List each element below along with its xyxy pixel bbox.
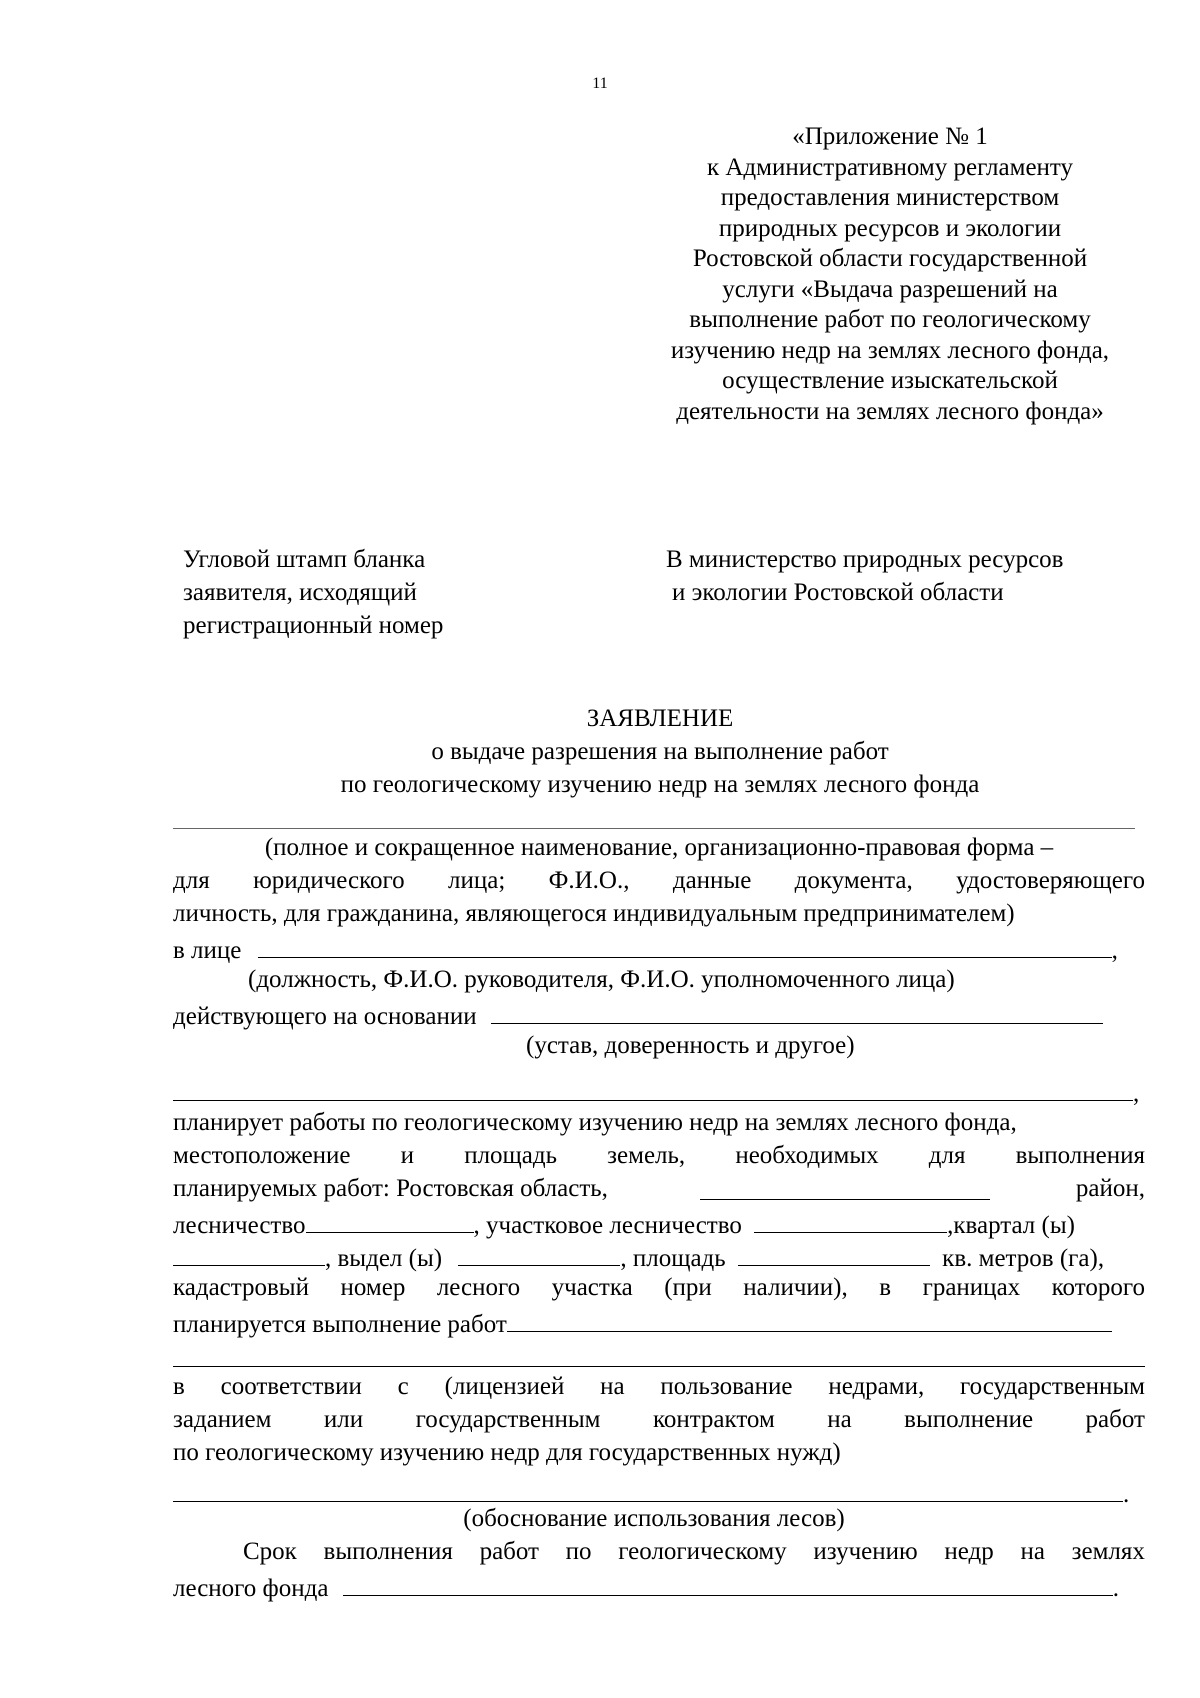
word: данные	[672, 867, 752, 894]
quarter-field[interactable]	[173, 1239, 325, 1266]
justification-hint: (обоснование использования лесов)	[463, 1505, 845, 1532]
district-field[interactable]	[700, 1173, 990, 1200]
period: .	[1112, 1575, 1119, 1602]
planned-works-label: планируемых работ: Ростовская область,	[173, 1175, 608, 1202]
word: наличии),	[743, 1274, 848, 1301]
word: государственным	[415, 1406, 601, 1433]
word: недрами,	[828, 1373, 925, 1400]
word: границах	[922, 1274, 1021, 1301]
applicant-name-field[interactable]	[173, 827, 1135, 829]
word: в	[879, 1274, 892, 1301]
word: на	[600, 1373, 625, 1400]
word: (лицензией	[444, 1373, 565, 1400]
appendix-line: услуги «Выдача разрешений на	[722, 275, 1058, 303]
in-person-label: в лице	[173, 937, 242, 964]
period: .	[1123, 1481, 1130, 1508]
word: работ	[479, 1538, 539, 1565]
word: по	[565, 1538, 592, 1565]
accordance-line	[173, 1371, 1145, 1403]
appendix-line: Ростовской области государственной	[692, 245, 1088, 272]
word: пользование	[660, 1373, 793, 1400]
stamp-line: регистрационный номер	[183, 612, 444, 639]
comma: ,	[1133, 1080, 1140, 1107]
district-label: район,	[1075, 1175, 1145, 1202]
stamp-line: Угловой штамп бланка	[183, 546, 426, 573]
needs-line: по геологическому изучению недр для государственных нужд)	[173, 1439, 841, 1466]
cadastral-line	[173, 1272, 1145, 1304]
title-heading: ЗАЯВЛЕНИЕ	[586, 705, 734, 732]
word: для	[173, 867, 210, 894]
word: для	[928, 1142, 966, 1169]
word: заданием	[173, 1406, 272, 1433]
basis-continuation-field[interactable]	[173, 1074, 1133, 1101]
basis-field[interactable]	[491, 997, 1103, 1024]
word: изучению	[813, 1538, 918, 1565]
word: местоположение	[173, 1142, 351, 1169]
applicant-hint-line: личность, для гражданина, являющегося индивидуальным предпринимателем)	[173, 900, 1015, 927]
representative-field[interactable]	[258, 931, 1112, 958]
addressee	[666, 543, 1063, 609]
word: недр	[944, 1538, 994, 1565]
deadline-field[interactable]	[343, 1569, 1113, 1596]
deadline-line	[243, 1536, 1145, 1568]
addressee-line: и экологии Ростовской области	[672, 579, 1004, 606]
word: работ	[1085, 1406, 1145, 1433]
cadastral-field[interactable]	[507, 1305, 1112, 1332]
section-forestry-field[interactable]	[754, 1206, 947, 1233]
area-field[interactable]	[738, 1239, 930, 1266]
word: геологическому	[618, 1538, 787, 1565]
cadastral-continuation-row	[173, 1340, 1145, 1372]
location-line	[173, 1140, 1145, 1172]
word: выполнение	[904, 1406, 1034, 1433]
addressee-line: В министерство природных ресурсов	[666, 546, 1064, 573]
plot-line	[173, 1239, 1145, 1271]
appendix-line: предоставления министерством	[720, 184, 1060, 211]
word: площадь	[464, 1142, 558, 1169]
word: (при	[664, 1274, 712, 1301]
comma: ,	[1111, 937, 1118, 964]
word: документа,	[794, 867, 913, 894]
basis-label: действующего на основании	[173, 1003, 477, 1030]
plot-label: , выдел (ы)	[325, 1245, 443, 1272]
appendix-line: «Приложение № 1	[792, 123, 988, 150]
word: участка	[551, 1274, 633, 1301]
appendix-line: осуществление изыскательской	[722, 367, 1058, 394]
word: кадастровый	[173, 1274, 309, 1301]
basis-continuation-row	[173, 1074, 1145, 1106]
corner-stamp-note	[183, 543, 443, 642]
page-number: 11	[592, 75, 608, 92]
task-line	[173, 1404, 1145, 1436]
word: лица;	[447, 867, 506, 894]
forestry-field[interactable]	[306, 1206, 474, 1233]
cadastral-continuation-field[interactable]	[173, 1340, 1145, 1367]
word: контрактом	[652, 1406, 775, 1433]
quarter-label: ,квартал (ы)	[947, 1212, 1075, 1239]
word: выполнения	[323, 1538, 453, 1565]
word: номер	[340, 1274, 406, 1301]
planned-execution-label: планируется выполнение работ	[173, 1311, 507, 1338]
word: юридического	[253, 867, 405, 894]
deadline-row	[173, 1569, 1145, 1601]
word: которого	[1051, 1274, 1145, 1301]
applicant-hint: (полное и сокращенное наименование, организационно-правовая форма –	[264, 834, 1054, 861]
representative-hint: (должность, Ф.И.О. руководителя, Ф.И.О. уполномоченного лица)	[248, 966, 955, 993]
word: землях	[1071, 1538, 1145, 1565]
area-label: , площадь	[620, 1245, 726, 1272]
word: лесного	[436, 1274, 521, 1301]
appendix-line: природных ресурсов и экологии	[718, 214, 1062, 242]
document-title	[0, 702, 1200, 801]
word: соответствии	[220, 1373, 362, 1400]
justification-field[interactable]	[173, 1475, 1123, 1502]
deadline-label: лесного фонда	[173, 1575, 329, 1602]
appendix-line: деятельности на землях лесного фонда»	[676, 397, 1104, 425]
word: или	[323, 1406, 364, 1433]
word: государственным	[960, 1373, 1145, 1400]
word: необходимых	[735, 1142, 879, 1169]
plot-field[interactable]	[458, 1239, 620, 1266]
forestry-label: лесничество	[173, 1212, 306, 1239]
basis-row	[173, 997, 1145, 1029]
word: в	[173, 1373, 185, 1400]
word: с	[397, 1373, 409, 1400]
word: земель,	[607, 1142, 686, 1169]
word: удостоверяющего	[956, 867, 1145, 894]
appendix-reference	[640, 122, 1140, 427]
planned-execution-line	[173, 1305, 1145, 1337]
word: выполнения	[1015, 1142, 1145, 1169]
district-line	[173, 1173, 1145, 1205]
basis-hint: (устав, доверенность и другое)	[526, 1032, 855, 1059]
word: на	[827, 1406, 852, 1433]
word: Ф.И.О.,	[548, 867, 630, 894]
word: Срок	[243, 1538, 297, 1565]
appendix-line: к Административному регламенту	[706, 153, 1074, 181]
forestry-line	[173, 1206, 1145, 1238]
plans-line: планирует работы по геологическому изучению недр на землях лесного фонда,	[173, 1109, 1017, 1136]
word: и	[400, 1142, 415, 1169]
stamp-line: заявителя, исходящий	[183, 579, 417, 606]
section-forestry-label: , участковое лесничество	[473, 1212, 742, 1239]
in-person-row	[173, 931, 1145, 963]
applicant-hint-line	[173, 865, 1145, 897]
area-units: кв. метров (га),	[942, 1245, 1105, 1272]
appendix-line: изучению недр на землях лесного фонда,	[670, 336, 1110, 364]
appendix-line: выполнение работ по геологическому	[689, 306, 1091, 333]
title-line: о выдаче разрешения на выполнение работ	[431, 738, 889, 765]
title-line: по геологическому изучению недр на землях лесного фонда	[340, 771, 980, 798]
word: на	[1020, 1538, 1045, 1565]
